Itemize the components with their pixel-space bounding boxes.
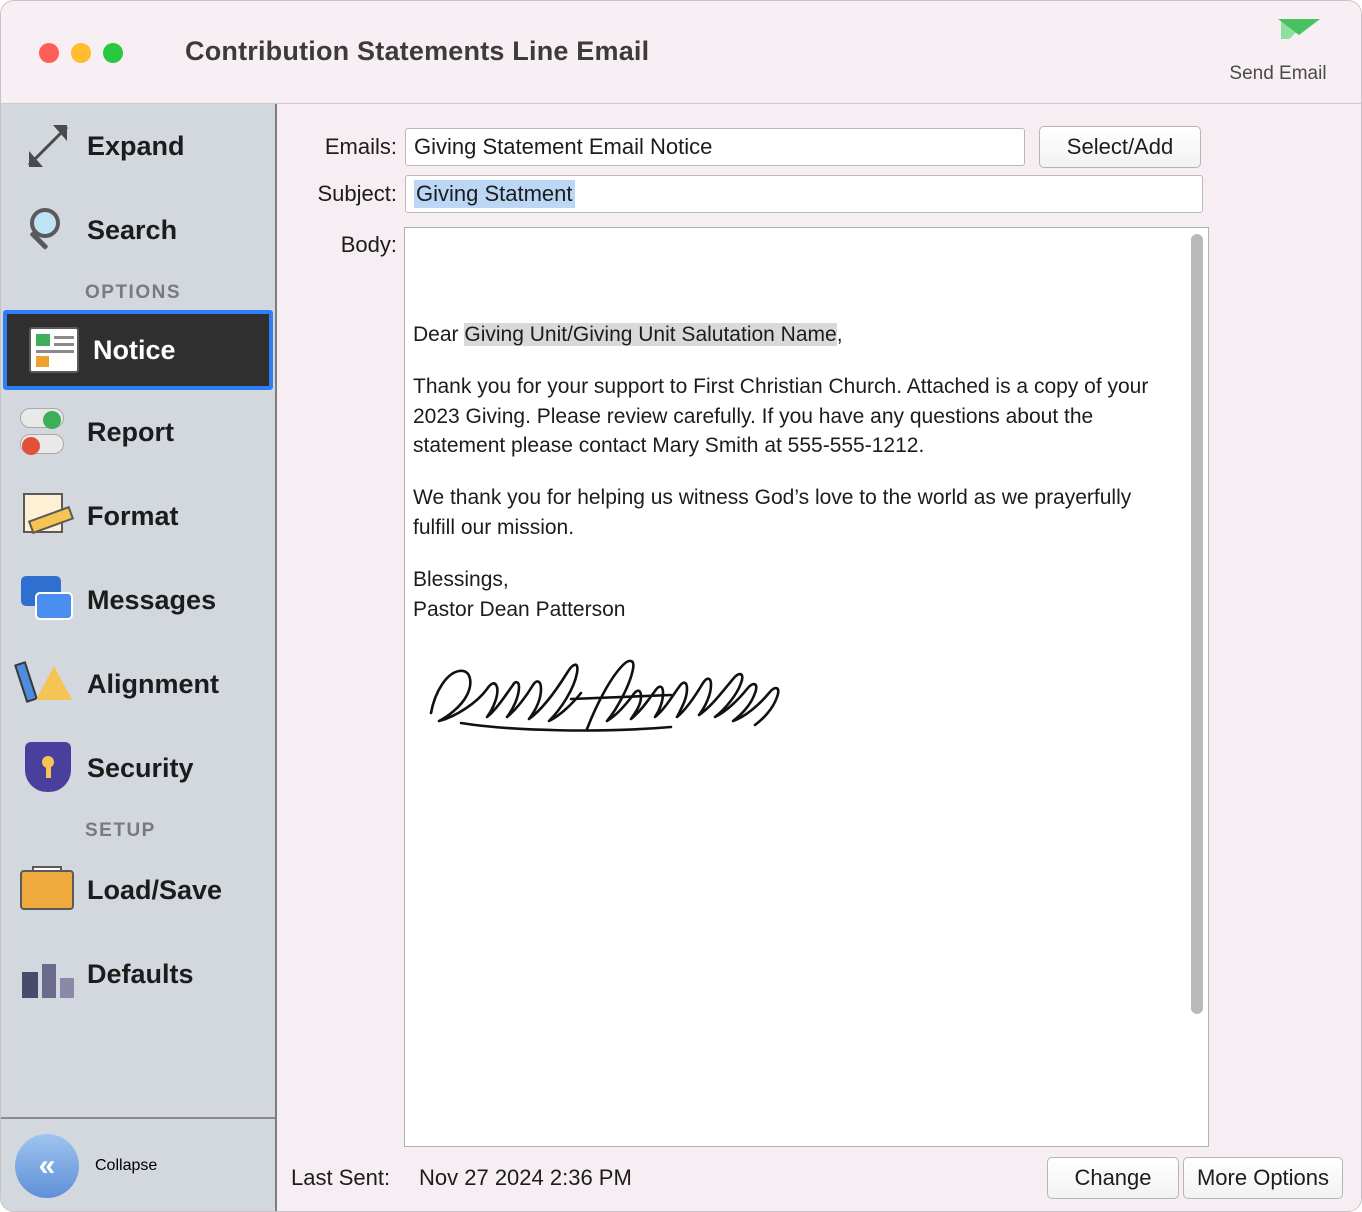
sidebar-item-label: Format bbox=[87, 500, 179, 531]
sidebar-item-collapse[interactable] bbox=[1, 1117, 275, 1212]
sidebar-item-label: Expand bbox=[87, 130, 185, 161]
subject-row bbox=[277, 175, 1362, 213]
double-chevron-left-icon: « bbox=[15, 1134, 79, 1198]
sidebar-item-search[interactable] bbox=[1, 188, 275, 272]
pen-triangle-icon bbox=[15, 658, 81, 710]
body-paragraph-1: Thank you for your support to First Christian Church. Attached is a copy of your 2023 Giving. Please review carefully. If you have any questions about the statement please contact Mary Smith at 555-555-1212. bbox=[413, 374, 1149, 458]
title-bar bbox=[1, 1, 1361, 104]
folder-icon bbox=[15, 866, 81, 914]
footer-bar bbox=[277, 1149, 1362, 1212]
last-sent-value: Nov 27 2024 2:36 PM bbox=[419, 1165, 632, 1190]
subject-value: Giving Statment bbox=[416, 181, 573, 206]
body-paragraph-2: We thank you for helping us witness God’s love to the world as we prayerfully fulfill our mission. bbox=[413, 486, 1132, 540]
sidebar-item-label: Security bbox=[87, 752, 194, 783]
chat-bubbles-icon bbox=[15, 576, 81, 624]
sidebar-item-expand[interactable] bbox=[1, 104, 275, 188]
body-content bbox=[399, 228, 1189, 749]
sidebar-item-report[interactable] bbox=[1, 390, 275, 474]
body-scrollbar-thumb[interactable] bbox=[1191, 234, 1203, 1014]
body-signer: Pastor Dean Patterson bbox=[413, 597, 626, 621]
bar-chart-icon bbox=[15, 950, 81, 998]
last-sent-label: Last Sent: bbox=[291, 1165, 391, 1190]
emails-label: Emails: bbox=[324, 134, 397, 159]
subject-label: Subject: bbox=[317, 181, 397, 206]
maximize-window-button[interactable] bbox=[103, 43, 123, 63]
subject-input[interactable] bbox=[405, 175, 1203, 213]
sidebar-item-defaults[interactable] bbox=[1, 932, 275, 1016]
merge-field-salutation: Giving Unit/Giving Unit Salutation Name bbox=[464, 323, 837, 346]
sidebar-item-alignment[interactable] bbox=[1, 642, 275, 726]
body-label: Body: bbox=[340, 232, 397, 257]
sidebar bbox=[1, 104, 277, 1212]
collapse-label: Collapse bbox=[95, 1157, 158, 1174]
sidebar-item-notice[interactable] bbox=[3, 310, 273, 390]
sidebar-item-label: Defaults bbox=[87, 958, 194, 989]
sidebar-item-messages[interactable] bbox=[1, 558, 275, 642]
expand-arrows-icon bbox=[15, 119, 81, 173]
window-body bbox=[1, 104, 1362, 1212]
main-panel bbox=[277, 104, 1362, 1212]
sidebar-section-setup: SETUP bbox=[85, 820, 156, 841]
sidebar-item-label: Messages bbox=[87, 584, 217, 615]
sidebar-item-label: Load/Save bbox=[87, 874, 223, 905]
sidebar-item-load-save[interactable] bbox=[1, 848, 275, 932]
emails-row bbox=[277, 126, 1362, 168]
body-greeting bbox=[413, 320, 1175, 350]
shield-key-icon bbox=[15, 742, 81, 794]
sidebar-item-label: Notice bbox=[93, 334, 176, 365]
sidebar-item-label: Report bbox=[87, 416, 174, 447]
body-editor[interactable] bbox=[404, 227, 1209, 1147]
magnifier-icon bbox=[15, 204, 81, 256]
select-add-button[interactable]: Select/Add bbox=[1039, 126, 1201, 168]
close-window-button[interactable] bbox=[39, 43, 59, 63]
ruler-page-icon bbox=[15, 491, 81, 541]
minimize-window-button[interactable] bbox=[71, 43, 91, 63]
more-options-button[interactable]: More Options bbox=[1183, 1157, 1343, 1199]
sidebar-section-options: OPTIONS bbox=[85, 282, 182, 303]
sidebar-item-label: Alignment bbox=[87, 668, 219, 699]
greeting-prefix: Dear bbox=[413, 323, 465, 346]
body-closing: Blessings, bbox=[413, 567, 509, 591]
sidebar-item-label: Search bbox=[87, 214, 178, 245]
window-controls bbox=[39, 43, 123, 63]
page-title: Contribution Statements Line Email bbox=[185, 36, 650, 66]
greeting-suffix: , bbox=[836, 323, 843, 346]
notice-document-icon bbox=[21, 327, 87, 373]
sidebar-item-security[interactable] bbox=[1, 726, 275, 810]
change-button[interactable]: Change bbox=[1047, 1157, 1179, 1199]
send-email-button[interactable] bbox=[1213, 19, 1343, 85]
handwritten-signature-image bbox=[421, 651, 1175, 750]
green-envelope-icon bbox=[1213, 19, 1343, 63]
body-scrollbar[interactable] bbox=[1190, 230, 1206, 1146]
toggles-icon bbox=[15, 406, 81, 458]
emails-input[interactable]: Giving Statement Email Notice bbox=[405, 128, 1025, 166]
send-email-label: Send Email bbox=[1229, 63, 1327, 84]
sidebar-item-format[interactable] bbox=[1, 474, 275, 558]
